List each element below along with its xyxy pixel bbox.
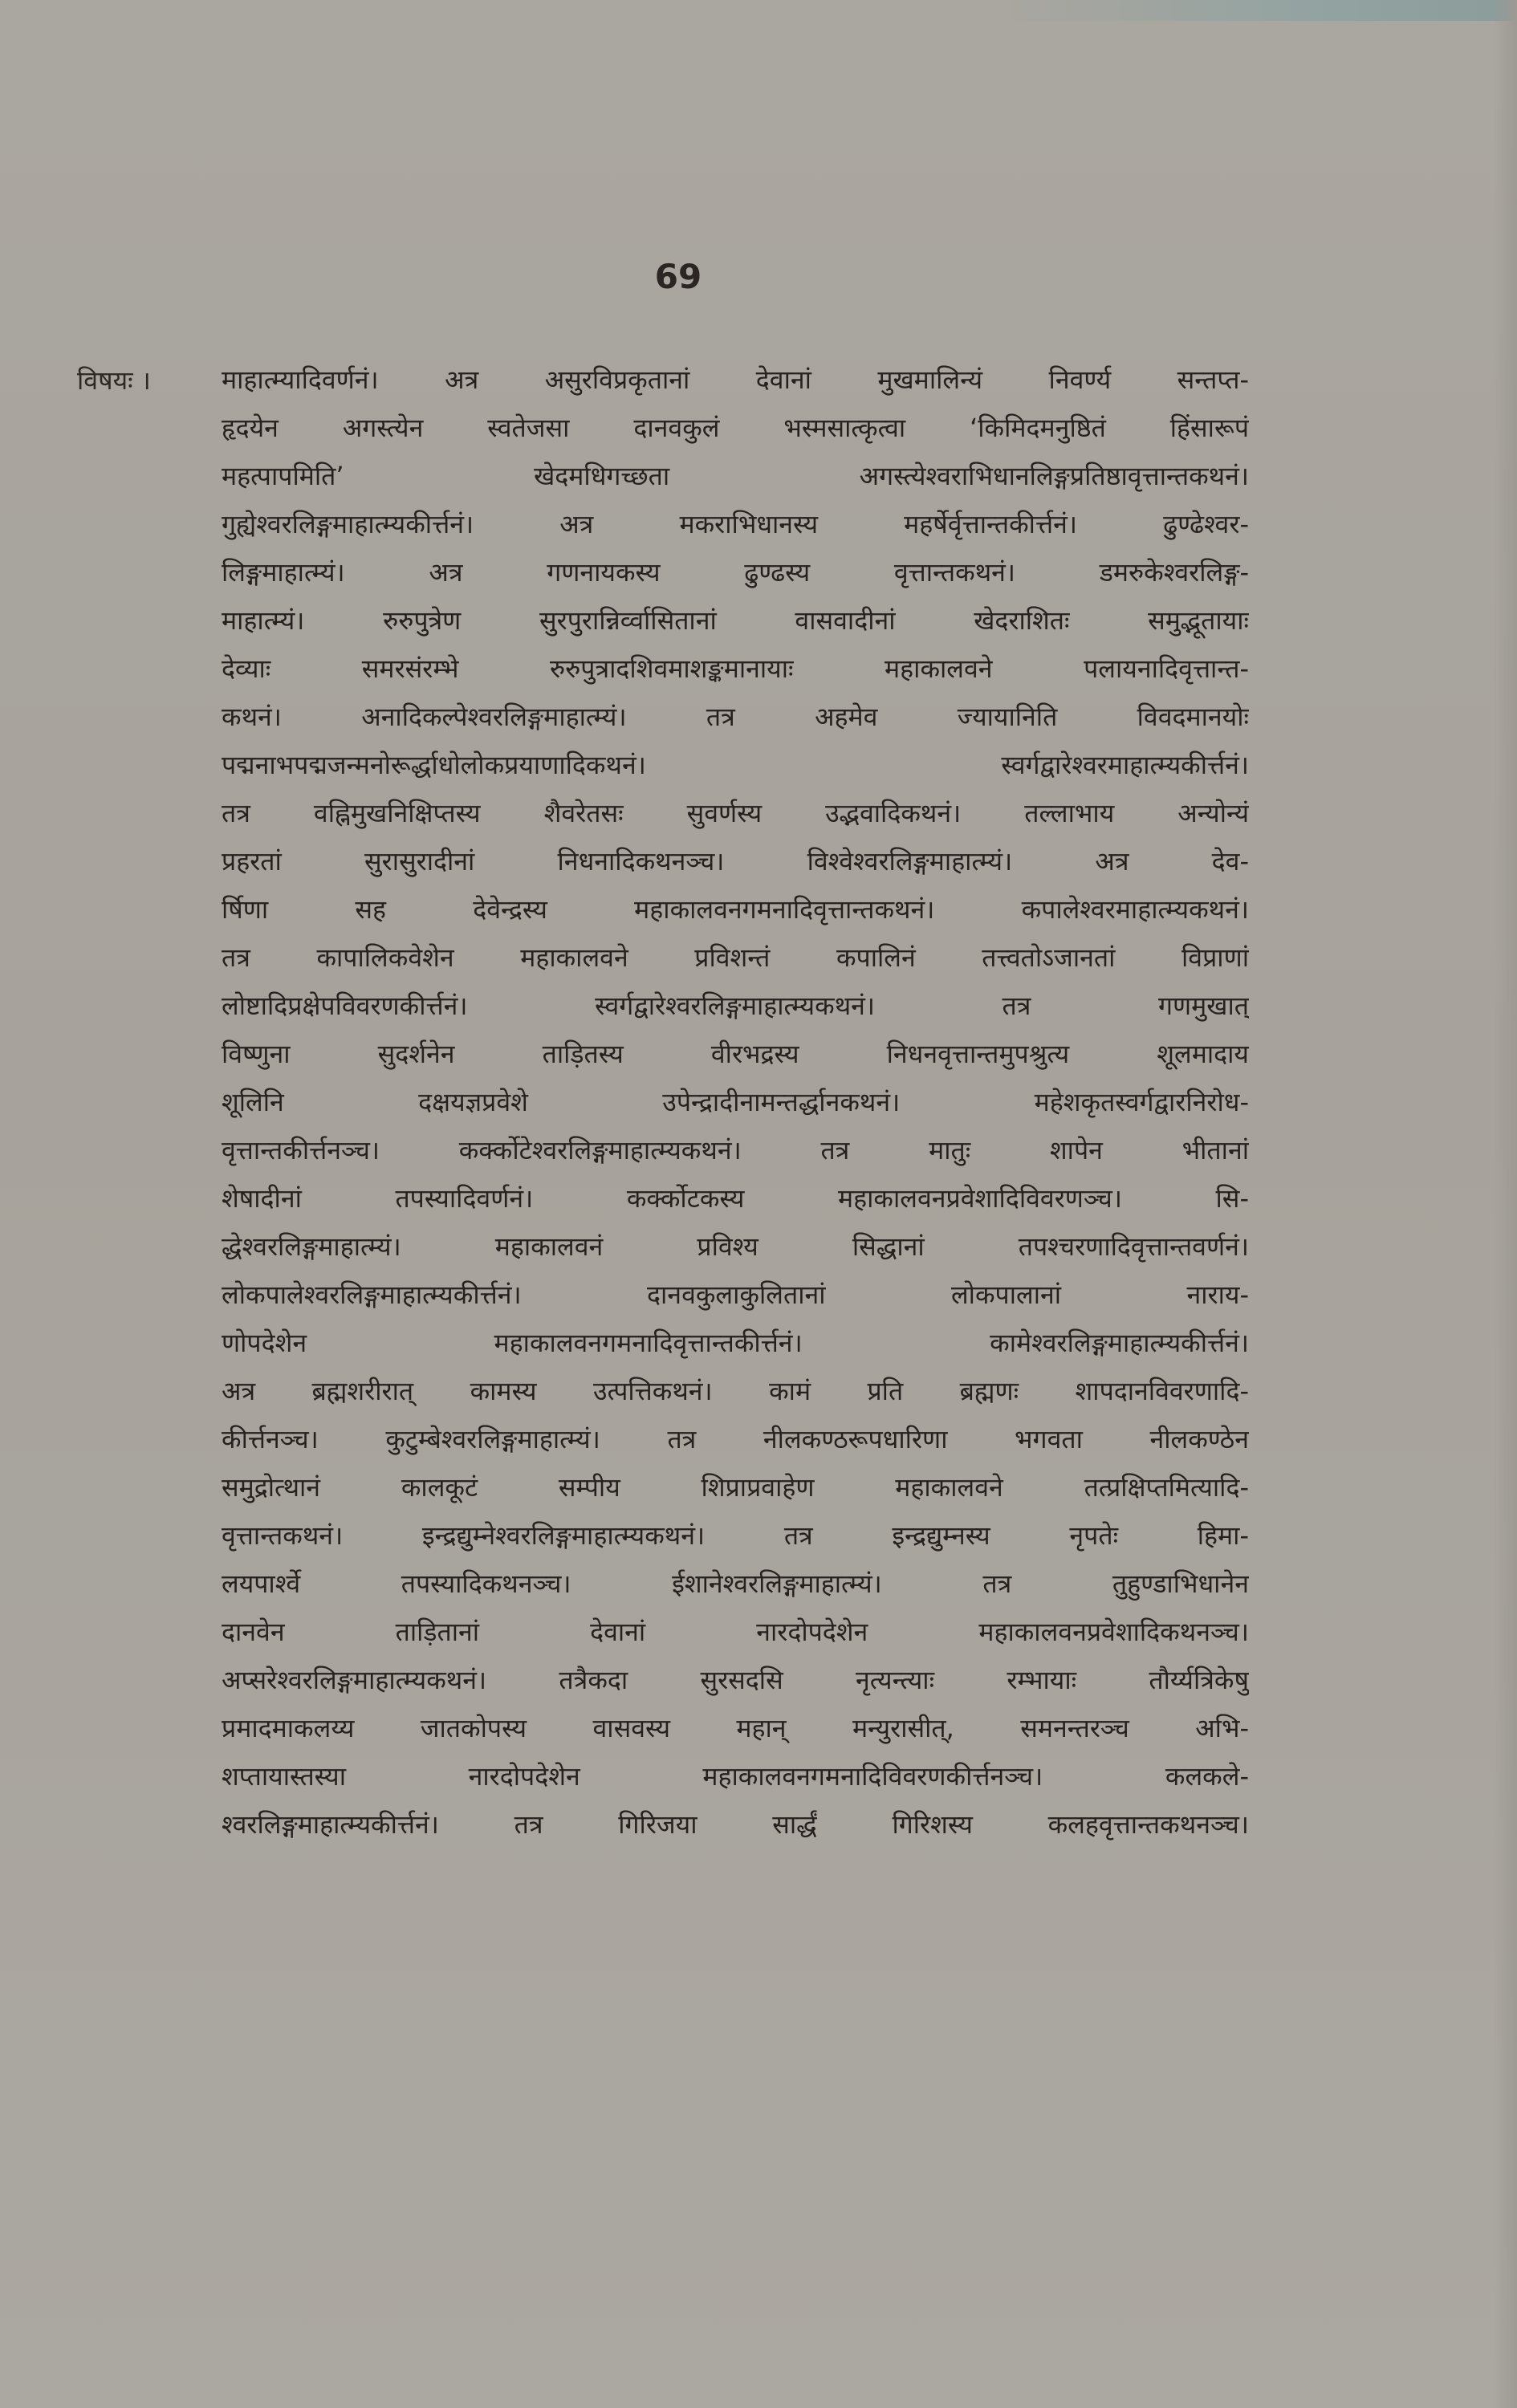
text-line: पद्मनाभपद्मजन्मनोरूर्द्धाधोलोकप्रयाणादिकथनं। स्वर्गद्वारेश्वरमाहात्म्यकीर्त्तनं। — [222, 750, 1249, 780]
body-text — [222, 356, 1249, 1849]
text-line: वृत्तान्तकथनं। इन्द्रद्युम्नेश्वरलिङ्गमाहात्म्यकथनं। तत्र इन्द्रद्युम्नस्य नृपतेः हिमा- — [222, 1520, 1249, 1551]
text-line: तत्र कापालिकवेशेन महाकालवने प्रविशन्तं कपालिनं तत्त्वतोऽजानतां विप्राणां — [222, 942, 1249, 973]
text-line: अत्र ब्रह्मशरीरात् कामस्य उत्पत्तिकथनं। कामं प्रति ब्रह्मणः शापदानविवरणादि- — [222, 1376, 1249, 1406]
text-line: वृत्तान्तकीर्त्तनञ्च। कर्क्कोटेश्वरलिङ्गमाहात्म्यकथनं। तत्र मातुः शापेन भीतानां — [222, 1135, 1249, 1165]
text-line: कीर्त्तनञ्च। कुटुम्बेश्वरलिङ्गमाहात्म्यं। तत्र नीलकण्ठरूपधारिणा भगवता नीलकण्ठेन — [222, 1424, 1249, 1454]
text-line: कथनं। अनादिकल्पेश्वरलिङ्गमाहात्म्यं। तत्र अहमेव ज्यायानिति विवदमानयोः — [222, 702, 1249, 732]
page-edge-right — [1493, 0, 1517, 2408]
text-line: माहात्म्यादिवर्णनं। अत्र असुरविप्रकृतानां देवानां मुखमालिन्यं निवर्ण्य सन्तप्त- — [222, 364, 1249, 395]
text-line: विष्णुना सुदर्शनेन ताड़ितस्य वीरभद्रस्य निधनवृत्तान्तमुपश्रुत्य शूलमादाय — [222, 1039, 1249, 1069]
text-line: समुद्रोत्थानं कालकूटं सम्पीय शिप्राप्रवाहेण महाकालवने तत्प्रक्षिप्तमित्यादि- — [222, 1472, 1249, 1503]
text-line: शेषादीनां तपस्यादिवर्णनं। कर्क्कोटकस्य महाकालवनप्रवेशादिविवरणञ्च। सि- — [222, 1183, 1249, 1214]
text-line: णोपदेशेन महाकालवनगमनादिवृत्तान्तकीर्त्तनं। कामेश्वरलिङ्गमाहात्म्यकीर्त्तनं। — [222, 1328, 1249, 1358]
text-line: लिङ्गमाहात्म्यं। अत्र गणनायकस्य ढुण्ढस्य वृत्तान्तकथनं। डमरुकेश्वरलिङ्ग- — [222, 557, 1249, 588]
margin-label-vishayah: विषयः । — [77, 365, 151, 396]
text-line: शूलिनि दक्षयज्ञप्रवेशे उपेन्द्रादीनामन्तर्द्धानकथनं। महेशकृतस्वर्गद्वारनिरोध- — [222, 1087, 1249, 1117]
page-number: 69 — [654, 257, 702, 296]
text-line: हृदयेन अगस्त्येन स्वतेजसा दानवकुलं भस्मसात्कृत्वा ‘किमिदमनुष्ठितं हिंसारूपं — [222, 413, 1249, 443]
text-line: दानवेन ताड़ितानां देवानां नारदोपदेशेन महाकालवनप्रवेशादिकथनञ्च। — [222, 1617, 1249, 1647]
text-line: लयपार्श्वे तपस्यादिकथनञ्च। ईशानेश्वरलिङ्गमाहात्म्यं। तत्र तुहुण्डाभिधानेन — [222, 1568, 1249, 1599]
text-line: तत्र वह्निमुखनिक्षिप्तस्य शैवरेतसः सुवर्णस्य उद्भवादिकथनं। तल्लाभाय अन्योन्यं — [222, 798, 1249, 828]
text-line: अप्सरेश्वरलिङ्गमाहात्म्यकथनं। तत्रैकदा सुरसदसि नृत्यन्त्याः रम्भायाः तौर्य्यत्रिकेषु — [222, 1665, 1249, 1695]
text-line: द्धेश्वरलिङ्गमाहात्म्यं। महाकालवनं प्रविश्य सिद्धानां तपश्चरणादिवृत्तान्तवर्णनं। — [222, 1231, 1249, 1262]
text-line: लोकपालेश्वरलिङ्गमाहात्म्यकीर्त्तनं। दानवकुलाकुलितानां लोकपालानां नाराय- — [222, 1279, 1249, 1310]
text-line: र्षिणा सह देवेन्द्रस्य महाकालवनगमनादिवृत्तान्तकथनं। कपालेश्वरमाहात्म्यकथनं। — [222, 894, 1249, 925]
text-line: प्रहरतां सुरासुरादीनां निधनादिकथनञ्च। विश्वेश्वरलिङ्गमाहात्म्यं। अत्र देव- — [222, 846, 1249, 877]
text-line: श्वरलिङ्गमाहात्म्यकीर्त्तनं। तत्र गिरिजया सार्द्धं गिरिशस्य कलहवृत्तान्तकथनञ्च। — [222, 1809, 1249, 1840]
text-line: महत्पापमिति’ खेदमधिगच्छता अगस्त्येश्वराभिधानलिङ्गप्रतिष्ठावृत्तान्तकथनं। — [222, 461, 1249, 491]
text-line: शप्तायास्तस्या नारदोपदेशेन महाकालवनगमनादिविवरणकीर्त्तनञ्च। कलकले- — [222, 1761, 1249, 1792]
text-line: लोष्टादिप्रक्षेपविवरणकीर्त्तनं। स्वर्गद्वारेश्वरलिङ्गमाहात्म्यकथनं। तत्र गणमुखात् — [222, 990, 1249, 1021]
text-line: माहात्म्यं। रुरुपुत्रेण सुरपुरान्निर्व्वासितानां वासवादीनां खेदराशितः समुद्भूतायाः — [222, 605, 1249, 636]
page-edge-top — [1003, 0, 1517, 21]
text-line: देव्याः समरसंरम्भे रुरुपुत्रादशिवमाशङ्कमानायाः महाकालवने पलायनादिवृत्तान्त- — [222, 653, 1249, 684]
text-line: प्रमादमाकलय्य जातकोपस्य वासवस्य महान् मन्युरासीत्, समनन्तरञ्च अभि- — [222, 1713, 1249, 1743]
text-line: गुह्येश्वरलिङ्गमाहात्म्यकीर्त्तनं। अत्र मकराभिधानस्य महर्षेर्वृत्तान्तकीर्त्तनं। ढुण्ढेश्वर- — [222, 509, 1249, 539]
